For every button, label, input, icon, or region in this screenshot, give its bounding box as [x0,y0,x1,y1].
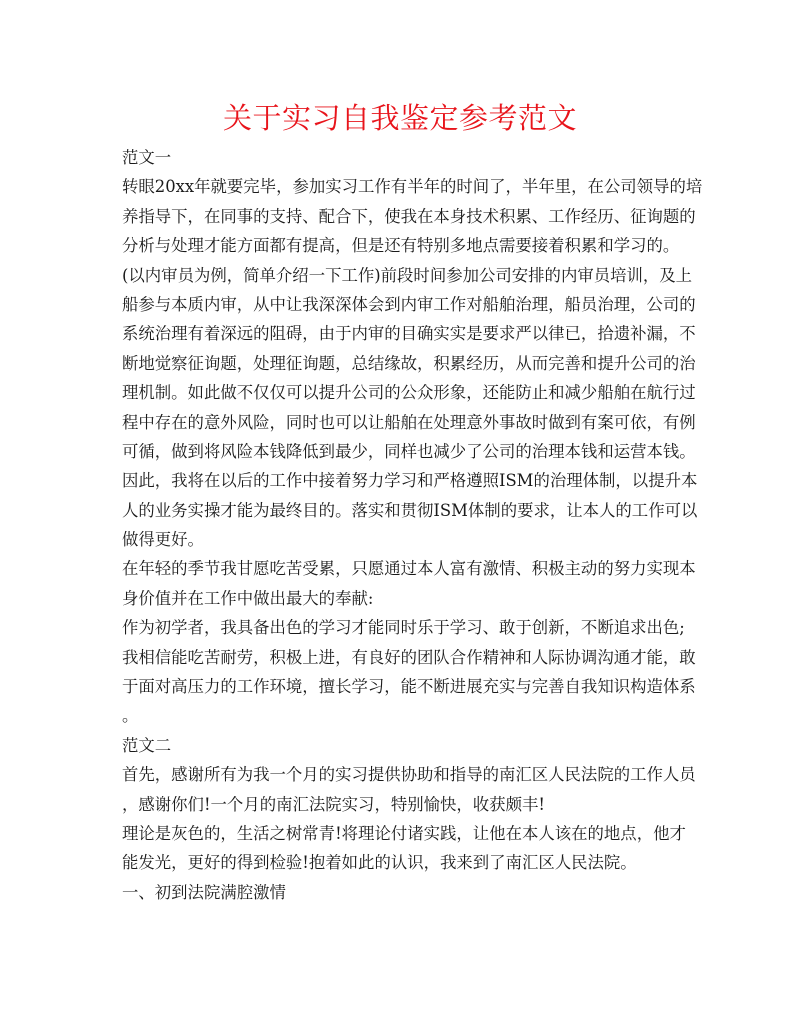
paragraph-line: 身价值并在工作中做出最大的奉献: [122,588,374,608]
section-heading: 范文二 [122,735,172,755]
paragraph-line: 在年轻的季节我甘愿吃苦受累，只愿通过本人富有激情、积极主动的努力实现本 [122,559,696,579]
paragraph-line: 系统治理有着深远的阻碍，由于内审的目确实实是要求严以律已，拾遗补漏，不 [122,324,696,344]
paragraph-line: ，感谢你们!一个月的南汇法院实习，特别愉快，收获颇丰! [122,794,545,814]
paragraph-line: 首先，感谢所有为我一个月的实习提供协助和指导的南汇区人民法院的工作人员 [122,765,696,785]
paragraph-line: 断地觉察征询题，处理征询题，总结缘故，积累经历，从而完善和提升公司的治 [122,353,696,373]
paragraph-line: 船参与本质内审，从中让我深深体会到内审工作对船舶治理，船员治理，公司的 [122,294,696,314]
paragraph-line: 做得更好。 [122,530,204,550]
paragraph-line: 理机制。如此做不仅仅可以提升公司的公众形象，还能防止和减少船舶在航行过 [122,383,696,403]
paragraph-line: 人的业务实操才能为最终目的。落实和贯彻ISM体制的要求，让本人的工作可以 [122,500,698,520]
paragraph-line: 养指导下，在同事的支持、配合下，使我在本身技术积累、工作经历、征询题的 [122,206,696,226]
subsection-heading: 一、初到法院满腔激情 [122,882,286,902]
paragraph-line: 可循，做到将风险本钱降低到最少，同样也减少了公司的治理本钱和运营本钱。 [122,441,696,461]
paragraph-line: 。 [122,706,139,726]
paragraph-line: (以内审员为例，简单介绍一下工作)前段时间参加公司安排的内审员培训，及上 [122,265,693,285]
paragraph-line: 程中存在的意外风险，同时也可以让船舶在处理意外事故时做到有案可依，有例 [122,412,696,432]
paragraph-line: 分析与处理才能方面都有提高，但是还有特别多地点需要接着积累和学习的。 [122,236,680,256]
document-title: 关于实习自我鉴定参考范文 [222,101,577,135]
paragraph-line: 转眼20xx年就要完毕，参加实习工作有半年的时间了，半年里，在公司领导的培 [122,177,703,197]
paragraph-line: 我相信能吃苦耐劳，积极上进，有良好的团队合作精神和人际协调沟通才能，敢 [122,647,696,667]
paragraph-line: 能发光，更好的得到检验!抱着如此的认识，我来到了南汇区人民法院。 [122,853,637,873]
paragraph-line: 于面对高压力的工作环境，擅长学习，能不断进展充实与完善自我知识构造体系 [122,677,696,697]
section-heading: 范文一 [122,148,172,167]
paragraph-line: 因此，我将在以后的工作中接着努力学习和严格遵照ISM的治理体制，以提升本 [122,471,698,491]
paragraph-line: 理论是灰色的，生活之树常青!将理论付诸实践，让他在本人该在的地点，他才 [122,823,686,843]
paragraph-line: 作为初学者，我具备出色的学习才能同时乐于学习、敢于创新，不断追求出色; [122,618,685,638]
document-body [122,143,703,907]
